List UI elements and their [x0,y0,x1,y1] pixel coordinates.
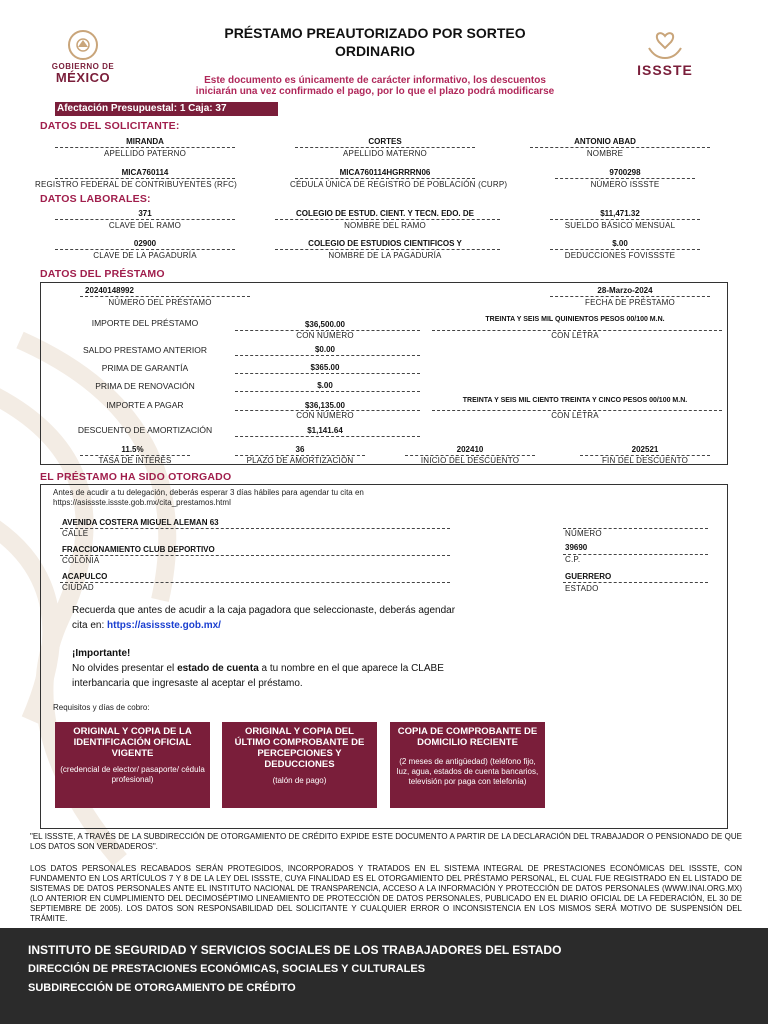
descuento-value: $1,141.64 [307,426,343,435]
req3-title: COPIA DE COMPROBANTE DE DOMICILIO RECIENTE [397,726,538,748]
footer-line3: SUBDIRECCIÓN DE OTORGAMIENTO DE CRÉDITO [28,982,296,994]
apellido-materno-label: APELLIDO MATERNO [343,149,427,158]
nombre-value: ANTONIO ABAD [574,137,636,146]
fecha-prestamo-label: FECHA DE PRÉSTAMO [585,298,675,307]
importe-pagar-con-letra-label: CON LETRA [551,411,599,420]
prima-renovacion-label: PRIMA DE RENOVACIÓN [95,381,195,391]
logo-right-text: ISSSTE [637,62,693,78]
apellido-materno-value: CORTES [368,137,402,146]
req1-sub: (credencial de elector/ pasaporte/ cédula profesional) [60,765,205,784]
estado-label: ESTADO [565,584,599,593]
curp-value: MICA760114HGRRRN06 [339,168,431,177]
footer-line2: DIRECCIÓN DE PRESTACIONES ECONÓMICAS, SOCIALES Y CULTURALES [28,963,426,975]
importe-pagar-label: IMPORTE A PAGAR [106,400,184,410]
nombre-ramo-value: COLEGIO DE ESTUD. CIENT. Y TECN. EDO. DE [296,209,474,218]
nombre-label: NOMBRE [586,149,624,158]
saldo-label: SALDO PRESTAMO ANTERIOR [82,345,208,355]
section-prestamo: DATOS DEL PRÉSTAMO [40,268,165,280]
eagle-seal-icon [68,30,98,60]
req2-sub: (talón de pago) [272,776,327,785]
intro-line1: Antes de acudir a tu delegación, deberás esperar 3 días hábiles para agendar tu cita en [53,488,364,497]
saldo-value: $0.00 [314,345,336,354]
rfc-value: MICA760114 [121,168,169,177]
title-line2: ORDINARIO [334,43,416,59]
prima-garantia-value: $365.00 [310,363,340,372]
nombre-ramo-label: NOMBRE DEL RAMO [344,221,426,230]
deducciones-value: $.00 [612,239,628,248]
clave-pagaduria-label: CLAVE DE LA PAGADURÍA [93,251,197,260]
clave-pagaduria-value: 02900 [133,239,157,248]
logo-left-line1: GOBIERNO DE [51,62,115,71]
footer-line1: INSTITUTO DE SEGURIDAD Y SERVICIOS SOCIALES DE LOS TRABAJADORES DEL ESTADO [28,943,562,957]
gobierno-de-mexico-logo [40,30,126,92]
imp-bold: estado de cuenta [177,663,259,674]
importante-line1 [72,661,632,676]
footer [0,928,768,1024]
estado-value: GUERRERO [565,572,612,581]
importe-con-numero-label: CON NÚMERO [296,331,354,340]
req2-title: ORIGINAL Y COPIA DEL ÚLTIMO COMPROBANTE DE PERCEPCIONES Y DEDUCCIONES [234,726,365,770]
importe-con-letra-label: CON LETRA [551,331,599,340]
legal-privacy: LOS DATOS PERSONALES RECABADOS SERÁN PROTEGIDOS, INCORPORADOS Y TRATADOS EN EL SISTEMA INTEGRAL DE PRESTACIONES ECONÓMICAS DEL ISSSTE, CON FUNDAMENTO EN LOS ARTÍCULOS 7 Y 8 DE LA LEY DEL ISSSTE, CUYA FINALIDAD ES EL OTORGAMIENTO DEL PRÉSTAMO PERSONAL, EL CUAL FUE REGISTRADO EN EL LISTADO DE SISTEMAS DE DATOS PERSONALES ANTE EL INSTITUTO NACIONAL DE TRANSPARENCIA, ACCESO A LA INFORMACIÓN Y PROTECCIÓN DE DATOS PERSONALES (WWW.INAI.ORG.MX) (LO ANTERIOR EN CUMPLIMIENTO DEL DECIMOSÉPTIMO LINEAMIENTO DE PROTECCIÓN DE DATOS PERSONALES, PUBLICADO EN EL DIARIO OFICIAL DE LA FEDERACIÓN, EL 30 DE SEPTIEMBRE DE 2005). LOS DATOS SON RESPONSABILIDAD DEL SOLICITANTE Y CUALQUIER ERROR O INCONSISTENCIA EN LOS MISMOS SERÁ MOTIVO DE SUSPENSIÓN DEL TRÁMITE. [30,864,742,923]
clave-ramo-label: CLAVE DEL RAMO [108,221,182,230]
apellido-paterno-label: APELLIDO PATERNO [103,149,187,158]
recuerda-prefix: cita en: [72,620,108,631]
calle-label: CALLE [62,529,89,538]
apellido-paterno-value: MIRANDA [126,137,164,146]
importe-value: $36,500.00 [304,320,346,329]
importe-pagar-con-numero-label: CON NÚMERO [296,411,354,420]
inicio-value: 202410 [456,445,484,454]
informative-notice [150,75,600,97]
intro-link[interactable]: https://asissste.issste.gob.mx/cita_prestamos.html [53,498,231,507]
recuerda-text [72,603,632,633]
importe-letra-value: TREINTA Y SEIS MIL QUINIENTOS PESOS 00/100 M.N. [485,316,665,323]
curp-label: CÉDULA ÚNICA DE REGISTRO DE POBLACIÓN (CURP) [290,180,508,189]
otorgado-intro [53,488,653,508]
prima-garantia-label: PRIMA DE GARANTÍA [101,363,189,373]
rfc-label: REGISTRO FEDERAL DE CONTRIBUYENTES (RFC) [35,180,237,189]
recuerda-line1: Recuerda que antes de acudir a la caja pagadora que seleccionaste, deberás agendar [72,605,456,616]
numero-issste-label: NÚMERO ISSSTE [590,180,660,189]
importe-pagar-letra-value: TREINTA Y SEIS MIL CIENTO TREINTA Y CINCO PESOS 00/100 M.N. [462,397,688,404]
numero-label: NÚMERO [565,529,602,538]
tasa-value: 11.5% [121,445,144,454]
ciudad-value: ACAPULCO [62,572,108,581]
plazo-value: 36 [295,445,305,454]
calle-value: AVENIDA COSTERA MIGUEL ALEMAN 63 [62,518,219,527]
importante-heading: ¡Importante! [72,648,131,659]
requisito-comprobante-domicilio [390,722,545,808]
notice-line2: iniciarán una vez confirmado el pago, por lo que el plazo podrá modificarse [195,86,555,97]
importante-line2: interbancaria que ingresaste al aceptar el préstamo. [72,678,303,689]
notice-line1: Este documento es únicamente de carácter informativo, los descuentos [204,75,546,86]
deducciones-label: DEDUCCIONES FOVISSSTE [564,251,676,260]
sueldo-label: SUELDO BÁSICO MENSUAL [564,221,676,230]
fin-label: FIN DEL DESCUENTO [601,456,689,465]
nombre-pagaduria-value: COLEGIO DE ESTUDIOS CIENTIFICOS Y [308,239,462,248]
asissste-link[interactable]: https://asissste.gob.mx/ [107,620,221,631]
numero-issste-value: 9700298 [609,168,641,177]
importe-label: IMPORTE DEL PRÉSTAMO [91,318,199,328]
importante-text [72,646,632,691]
clave-ramo-value: 371 [138,209,152,218]
fecha-prestamo-value: 28-Marzo-2024 [597,286,653,295]
fin-value: 202521 [631,445,659,454]
requisitos-label: Requisitos y días de cobro: [53,703,150,712]
descuento-label: DESCUENTO DE AMORTIZACIÓN [77,425,213,435]
plazo-label: PLAZO DE AMORTIZACIÓN [246,456,354,465]
afectacion-banner: Afectación Presupuestal: 1 Caja: 37 [55,102,278,116]
imp-post: a tu nombre en el que aparece la CLABE [258,663,444,674]
sueldo-value: $11,471.32 [600,209,640,218]
ciudad-label: CIUDAD [62,583,94,592]
colonia-label: COLONIA [62,556,100,565]
numero-prestamo-value: 20240148992 [85,286,134,295]
req3-sub: (2 meses de antigüedad) (teléfono fijo, luz, agua, estados de cuenta bancarios, televisión por paga con telefonía) [396,757,539,786]
document-title [180,24,570,60]
tasa-label: TASA DE INTERÉS [98,456,172,465]
requisito-comprobante-percepciones [222,722,377,808]
inicio-label: INICIO DEL DESCUENTO [420,456,520,465]
cp-label: C.P. [565,555,581,564]
imp-pre: No olvides presentar el [72,663,178,674]
issste-logo [622,30,708,86]
title-line1: PRÉSTAMO PREAUTORIZADO POR SORTEO [224,25,526,41]
legal-declaration: "EL ISSSTE, A TRAVÉS DE LA SUBDIRECCIÓN DE OTORGAMIENTO DE CRÉDITO EXPIDE ESTE DOCUMENTO A PARTIR DE LA DECLARACIÓN DEL TRABAJADOR O PENSIONADO DE QUE LOS DATOS SON VERDADEROS". [30,832,742,851]
logo-left-line2: MÉXICO [55,70,111,85]
section-otorgado: EL PRÉSTAMO HA SIDO OTORGADO [40,471,232,483]
requisito-identificacion [55,722,210,808]
importe-pagar-value: $36,135.00 [304,401,346,410]
recuerda-line2 [72,618,632,633]
nombre-pagaduria-label: NOMBRE DE LA PAGADURÍA [328,251,442,260]
colonia-value: FRACCIONAMIENTO CLUB DEPORTIVO [62,545,215,554]
prima-renovacion-value: $.00 [317,381,333,390]
hands-heart-icon [645,30,685,62]
cp-value: 39690 [565,543,588,552]
section-laborales: DATOS LABORALES: [40,193,151,205]
req1-title: ORIGINAL Y COPIA DE LA IDENTIFICACIÓN OFICIAL VIGENTE [73,726,192,759]
section-solicitante: DATOS DEL SOLICITANTE: [40,120,180,132]
numero-prestamo-label: NÚMERO DEL PRÉSTAMO [108,298,212,307]
